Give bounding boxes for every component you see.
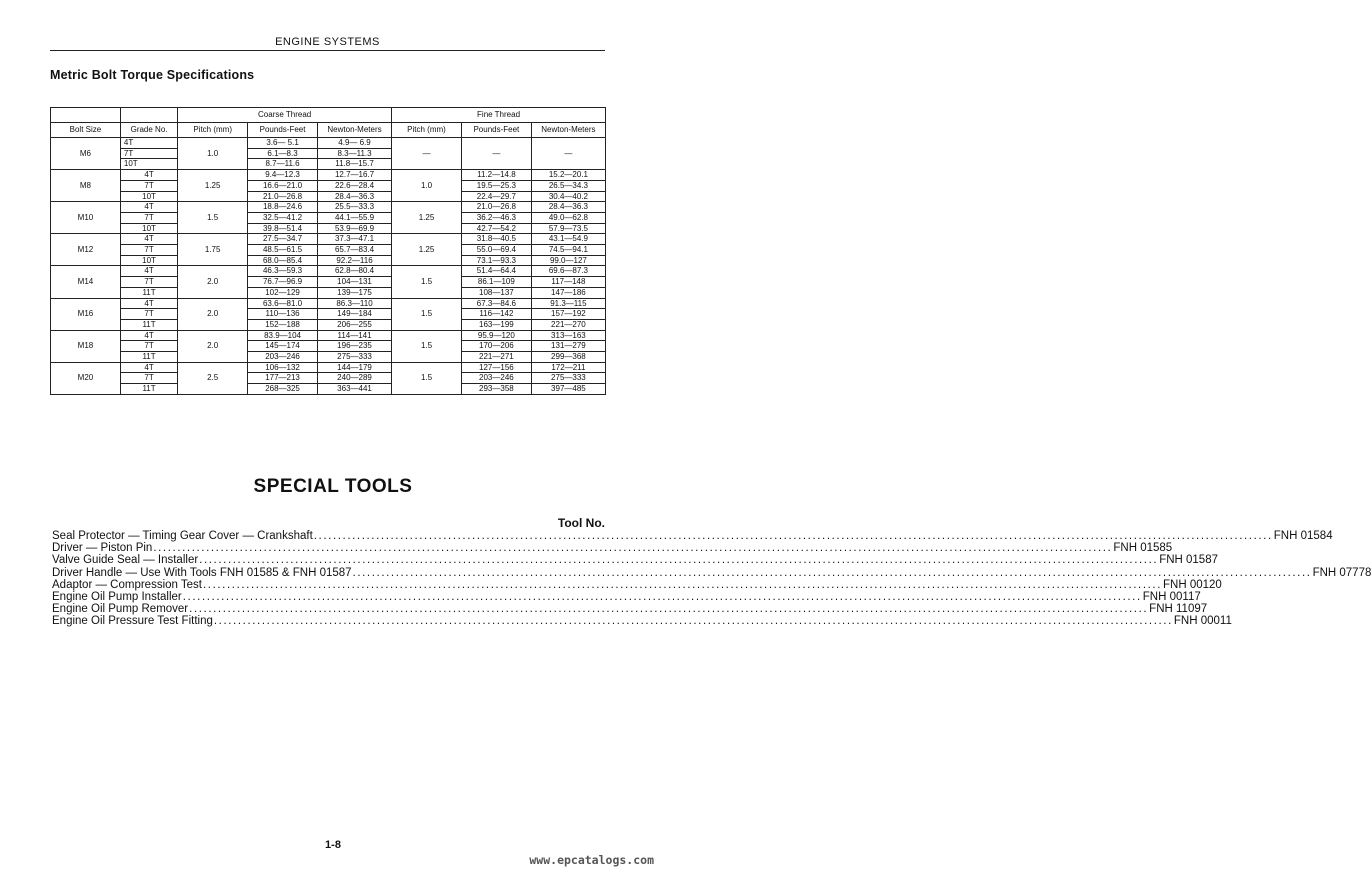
list-item bbox=[52, 554, 1218, 567]
coarse-lbft-cell: 63.6—81.0 bbox=[248, 298, 318, 309]
running-header: ENGINE SYSTEMS bbox=[275, 36, 380, 48]
fine-lbft-cell: — bbox=[461, 138, 531, 170]
coarse-lbft-cell: 268—325 bbox=[248, 384, 318, 395]
tool-name: Adaptor — Compression Test bbox=[52, 578, 202, 591]
dot-leader: ........................................................................................................................................................................................................ bbox=[213, 615, 1173, 628]
fine-lbft-cell: 116—142 bbox=[461, 309, 531, 320]
coarse-lbft-cell: 9.4—12.3 bbox=[248, 170, 318, 181]
coarse-lbft-cell: 27.5—34.7 bbox=[248, 234, 318, 245]
coarse-pitch-cell: 2.0 bbox=[178, 330, 248, 362]
bolt-size-cell: M12 bbox=[51, 234, 121, 266]
table-header-blank bbox=[51, 108, 121, 123]
fine-lbft-cell: 203—246 bbox=[461, 373, 531, 384]
fine-nm-cell: 397—485 bbox=[531, 384, 605, 395]
table-row bbox=[51, 202, 606, 213]
dot-leader: ........................................................................................................................................................................................................ bbox=[313, 530, 1273, 542]
tool-number: FNH 01584 bbox=[1273, 530, 1333, 542]
tool-number: FNH 07778 bbox=[1312, 566, 1371, 579]
section-title: Metric Bolt Torque Specifications bbox=[50, 68, 255, 82]
fine-nm-cell: 91.3—115 bbox=[531, 298, 605, 309]
list-item bbox=[52, 603, 1208, 616]
fine-lbft-cell: 95.9—120 bbox=[461, 330, 531, 341]
fine-lbft-cell: 55.0—69.4 bbox=[461, 245, 531, 256]
fine-nm-cell: 299—368 bbox=[531, 352, 605, 363]
table-row bbox=[51, 255, 606, 266]
list-item bbox=[52, 542, 1173, 555]
coarse-nm-cell: 139—175 bbox=[317, 287, 391, 298]
fine-pitch-cell: 1.5 bbox=[392, 330, 462, 362]
table-row bbox=[51, 245, 606, 256]
table-column-header-row bbox=[51, 123, 606, 138]
coarse-nm-cell: 275—333 bbox=[317, 352, 391, 363]
fine-lbft-cell: 127—156 bbox=[461, 362, 531, 373]
bolt-size-cell: M18 bbox=[51, 330, 121, 362]
fine-lbft-cell: 163—199 bbox=[461, 319, 531, 330]
column-header: Grade No. bbox=[120, 123, 177, 138]
fine-nm-cell: 69.6—87.3 bbox=[531, 266, 605, 277]
table-group-header-row bbox=[51, 108, 606, 123]
grade-cell: 7T bbox=[120, 309, 177, 320]
bolt-size-cell: M10 bbox=[51, 202, 121, 234]
fine-lbft-cell: 293—358 bbox=[461, 384, 531, 395]
tool-name: Seal Protector — Timing Gear Cover — Crankshaft bbox=[52, 530, 313, 542]
list-item bbox=[52, 615, 1232, 628]
coarse-lbft-cell: 76.7—96.9 bbox=[248, 277, 318, 288]
fine-lbft-cell: 21.0—26.8 bbox=[461, 202, 531, 213]
column-header: Pitch (mm) bbox=[178, 123, 248, 138]
column-header: Pounds-Feet bbox=[461, 123, 531, 138]
column-header: Pitch (mm) bbox=[392, 123, 462, 138]
grade-cell: 7T bbox=[120, 373, 177, 384]
fine-nm-cell: 147—186 bbox=[531, 287, 605, 298]
coarse-nm-cell: 62.8—80.4 bbox=[317, 266, 391, 277]
fine-lbft-cell: 108—137 bbox=[461, 287, 531, 298]
coarse-nm-cell: 206—255 bbox=[317, 319, 391, 330]
bolt-size-cell: M20 bbox=[51, 362, 121, 394]
dot-leader: ........................................................................................................................................................................................................ bbox=[189, 603, 1149, 616]
table-row bbox=[51, 191, 606, 202]
coarse-lbft-cell: 3.6— 5.1 bbox=[248, 138, 318, 149]
coarse-lbft-cell: 83.9—104 bbox=[248, 330, 318, 341]
table-row bbox=[51, 319, 606, 330]
grade-cell: 7T bbox=[120, 277, 177, 288]
list-item bbox=[52, 590, 1201, 603]
fine-nm-cell: 74.5—94.1 bbox=[531, 245, 605, 256]
fine-pitch-cell: 1.5 bbox=[392, 298, 462, 330]
bolt-size-cell: M6 bbox=[51, 138, 121, 170]
fine-nm-cell: 57.9—73.5 bbox=[531, 223, 605, 234]
coarse-lbft-cell: 8.7—11.6 bbox=[248, 159, 318, 170]
fine-lbft-cell: 19.5—25.3 bbox=[461, 180, 531, 191]
grade-cell: 10T bbox=[120, 159, 177, 170]
coarse-nm-cell: 114—141 bbox=[317, 330, 391, 341]
fine-nm-cell: 43.1—54.9 bbox=[531, 234, 605, 245]
grade-cell: 7T bbox=[120, 245, 177, 256]
coarse-lbft-cell: 32.5—41.2 bbox=[248, 212, 318, 223]
grade-cell: 11T bbox=[120, 352, 177, 363]
fine-lbft-cell: 11.2—14.8 bbox=[461, 170, 531, 181]
grade-cell: 4T bbox=[120, 234, 177, 245]
coarse-nm-cell: 28.4—36.3 bbox=[317, 191, 391, 202]
tool-number: FNH 01585 bbox=[1113, 542, 1173, 555]
table-row bbox=[51, 212, 606, 223]
fine-nm-cell: 49.0—62.8 bbox=[531, 212, 605, 223]
grade-cell: 4T bbox=[120, 170, 177, 181]
column-header: Bolt Size bbox=[51, 123, 121, 138]
coarse-lbft-cell: 152—188 bbox=[248, 319, 318, 330]
fine-nm-cell: 28.4—36.3 bbox=[531, 202, 605, 213]
table-row bbox=[51, 362, 606, 373]
bolt-size-cell: M14 bbox=[51, 266, 121, 298]
tool-name: Engine Oil Pump Installer bbox=[52, 590, 182, 603]
fine-nm-cell: 26.5—34.3 bbox=[531, 180, 605, 191]
coarse-nm-cell: 86.3—110 bbox=[317, 298, 391, 309]
coarse-lbft-cell: 203—246 bbox=[248, 352, 318, 363]
fine-lbft-cell: 36.2—46.3 bbox=[461, 212, 531, 223]
grade-cell: 10T bbox=[120, 223, 177, 234]
coarse-lbft-cell: 16.6—21.0 bbox=[248, 180, 318, 191]
coarse-pitch-cell: 1.5 bbox=[178, 202, 248, 234]
header-rule bbox=[50, 50, 605, 51]
coarse-lbft-cell: 102—129 bbox=[248, 287, 318, 298]
bolt-size-cell: M8 bbox=[51, 170, 121, 202]
fine-lbft-cell: 73.1—93.3 bbox=[461, 255, 531, 266]
coarse-nm-cell: 44.1—55.9 bbox=[317, 212, 391, 223]
coarse-pitch-cell: 2.0 bbox=[178, 298, 248, 330]
grade-cell: 7T bbox=[120, 341, 177, 352]
table-row bbox=[51, 330, 606, 341]
tool-name: Driver Handle — Use With Tools FNH 01585 & FNH 01587 bbox=[52, 566, 352, 579]
bolt-size-cell: M16 bbox=[51, 298, 121, 330]
coarse-pitch-cell: 1.75 bbox=[178, 234, 248, 266]
coarse-pitch-cell: 1.25 bbox=[178, 170, 248, 202]
coarse-lbft-cell: 6.1—8.3 bbox=[248, 148, 318, 159]
coarse-lbft-cell: 46.3—59.3 bbox=[248, 266, 318, 277]
coarse-lbft-cell: 110—136 bbox=[248, 309, 318, 320]
coarse-lbft-cell: 39.8—51.4 bbox=[248, 223, 318, 234]
list-item bbox=[52, 566, 1371, 579]
fine-nm-cell: 15.2—20.1 bbox=[531, 170, 605, 181]
dot-leader: ........................................................................................................................................................................................................ bbox=[182, 590, 1142, 603]
fine-lbft-cell: 31.8—40.5 bbox=[461, 234, 531, 245]
grade-cell: 11T bbox=[120, 287, 177, 298]
column-header: Newton-Meters bbox=[317, 123, 391, 138]
tool-number: FNH 00117 bbox=[1142, 590, 1201, 603]
dot-leader: ........................................................................................................................................................................................................ bbox=[153, 542, 1113, 555]
tool-number: FNH 00011 bbox=[1173, 615, 1232, 628]
table-row bbox=[51, 298, 606, 309]
coarse-nm-cell: 92.2—116 bbox=[317, 255, 391, 266]
fine-nm-cell: 221—270 bbox=[531, 319, 605, 330]
torque-table bbox=[50, 107, 606, 395]
coarse-lbft-cell: 106—132 bbox=[248, 362, 318, 373]
dot-leader: ........................................................................................................................................................................................................ bbox=[352, 566, 1312, 579]
fine-lbft-cell: 221—271 bbox=[461, 352, 531, 363]
column-header: Newton-Meters bbox=[531, 123, 605, 138]
coarse-nm-cell: 196—235 bbox=[317, 341, 391, 352]
table-row bbox=[51, 138, 606, 149]
table-header-blank bbox=[120, 108, 177, 123]
tool-name: Valve Guide Seal — Installer bbox=[52, 554, 199, 567]
special-tools-title: SPECIAL TOOLS bbox=[253, 476, 413, 497]
column-header: Pounds-Feet bbox=[248, 123, 318, 138]
fine-nm-cell: 172—211 bbox=[531, 362, 605, 373]
fine-nm-cell: 275—333 bbox=[531, 373, 605, 384]
fine-lbft-cell: 42.7—54.2 bbox=[461, 223, 531, 234]
fine-pitch-cell: — bbox=[392, 138, 462, 170]
fine-thread-header: Fine Thread bbox=[392, 108, 606, 123]
grade-cell: 4T bbox=[120, 202, 177, 213]
fine-nm-cell: 131—279 bbox=[531, 341, 605, 352]
watermark: www.epcatalogs.com bbox=[529, 853, 654, 867]
table-row bbox=[51, 266, 606, 277]
coarse-nm-cell: 363—441 bbox=[317, 384, 391, 395]
fine-lbft-cell: 67.3—84.6 bbox=[461, 298, 531, 309]
tool-number: FNH 01587 bbox=[1159, 554, 1218, 567]
grade-cell: 4T bbox=[120, 362, 177, 373]
fine-nm-cell: 117—148 bbox=[531, 277, 605, 288]
coarse-pitch-cell: 1.0 bbox=[178, 138, 248, 170]
table-row bbox=[51, 170, 606, 181]
grade-cell: 4T bbox=[120, 138, 177, 149]
list-item bbox=[52, 530, 1333, 542]
grade-cell: 7T bbox=[120, 148, 177, 159]
fine-pitch-cell: 1.25 bbox=[392, 202, 462, 234]
fine-lbft-cell: 22.4—29.7 bbox=[461, 191, 531, 202]
coarse-nm-cell: 53.9—69.9 bbox=[317, 223, 391, 234]
fine-nm-cell: 99.0—127 bbox=[531, 255, 605, 266]
coarse-lbft-cell: 18.8—24.6 bbox=[248, 202, 318, 213]
table-row bbox=[51, 352, 606, 363]
coarse-nm-cell: 4.9— 6.9 bbox=[317, 138, 391, 149]
coarse-nm-cell: 104—131 bbox=[317, 277, 391, 288]
fine-pitch-cell: 1.5 bbox=[392, 362, 462, 394]
dot-leader: ........................................................................................................................................................................................................ bbox=[199, 554, 1159, 567]
special-tools-list bbox=[52, 530, 1371, 628]
table-row bbox=[51, 287, 606, 298]
coarse-nm-cell: 22.6—28.4 bbox=[317, 180, 391, 191]
fine-nm-cell: — bbox=[531, 138, 605, 170]
grade-cell: 10T bbox=[120, 255, 177, 266]
tool-number: FNH 11097 bbox=[1149, 603, 1208, 616]
fine-pitch-cell: 1.0 bbox=[392, 170, 462, 202]
tool-name: Driver — Piston Pin bbox=[52, 542, 153, 555]
grade-cell: 7T bbox=[120, 212, 177, 223]
table-row bbox=[51, 384, 606, 395]
page-number: 1-8 bbox=[325, 839, 341, 851]
fine-pitch-cell: 1.25 bbox=[392, 234, 462, 266]
grade-cell: 4T bbox=[120, 330, 177, 341]
grade-cell: 11T bbox=[120, 384, 177, 395]
coarse-nm-cell: 8.3—11.3 bbox=[317, 148, 391, 159]
coarse-nm-cell: 149—184 bbox=[317, 309, 391, 320]
coarse-nm-cell: 11.8—15.7 bbox=[317, 159, 391, 170]
coarse-lbft-cell: 145—174 bbox=[248, 341, 318, 352]
grade-cell: 11T bbox=[120, 319, 177, 330]
fine-lbft-cell: 170—206 bbox=[461, 341, 531, 352]
coarse-nm-cell: 25.5—33.3 bbox=[317, 202, 391, 213]
coarse-nm-cell: 240—289 bbox=[317, 373, 391, 384]
coarse-nm-cell: 65.7—83.4 bbox=[317, 245, 391, 256]
fine-pitch-cell: 1.5 bbox=[392, 266, 462, 298]
coarse-lbft-cell: 68.0—85.4 bbox=[248, 255, 318, 266]
coarse-thread-header: Coarse Thread bbox=[178, 108, 392, 123]
table-row bbox=[51, 277, 606, 288]
fine-lbft-cell: 51.4—64.4 bbox=[461, 266, 531, 277]
grade-cell: 4T bbox=[120, 266, 177, 277]
grade-cell: 10T bbox=[120, 191, 177, 202]
list-item bbox=[52, 578, 1222, 591]
table-row bbox=[51, 373, 606, 384]
grade-cell: 7T bbox=[120, 180, 177, 191]
coarse-nm-cell: 37.3—47.1 bbox=[317, 234, 391, 245]
fine-nm-cell: 30.4—40.2 bbox=[531, 191, 605, 202]
tool-name: Engine Oil Pump Remover bbox=[52, 603, 189, 616]
table-row bbox=[51, 309, 606, 320]
tool-name: Engine Oil Pressure Test Fitting bbox=[52, 615, 213, 628]
fine-lbft-cell: 86.1—109 bbox=[461, 277, 531, 288]
fine-nm-cell: 313—163 bbox=[531, 330, 605, 341]
table-row bbox=[51, 223, 606, 234]
coarse-nm-cell: 144—179 bbox=[317, 362, 391, 373]
tool-no-header: Tool No. bbox=[557, 516, 605, 530]
coarse-lbft-cell: 21.0—26.8 bbox=[248, 191, 318, 202]
coarse-nm-cell: 12.7—16.7 bbox=[317, 170, 391, 181]
coarse-pitch-cell: 2.5 bbox=[178, 362, 248, 394]
table-row bbox=[51, 234, 606, 245]
tool-number: FNH 00120 bbox=[1163, 578, 1222, 591]
grade-cell: 4T bbox=[120, 298, 177, 309]
coarse-lbft-cell: 48.5—61.5 bbox=[248, 245, 318, 256]
coarse-lbft-cell: 177—213 bbox=[248, 373, 318, 384]
dot-leader: ........................................................................................................................................................................................................ bbox=[203, 578, 1163, 591]
table-row bbox=[51, 180, 606, 191]
table-row bbox=[51, 341, 606, 352]
fine-nm-cell: 157—192 bbox=[531, 309, 605, 320]
coarse-pitch-cell: 2.0 bbox=[178, 266, 248, 298]
